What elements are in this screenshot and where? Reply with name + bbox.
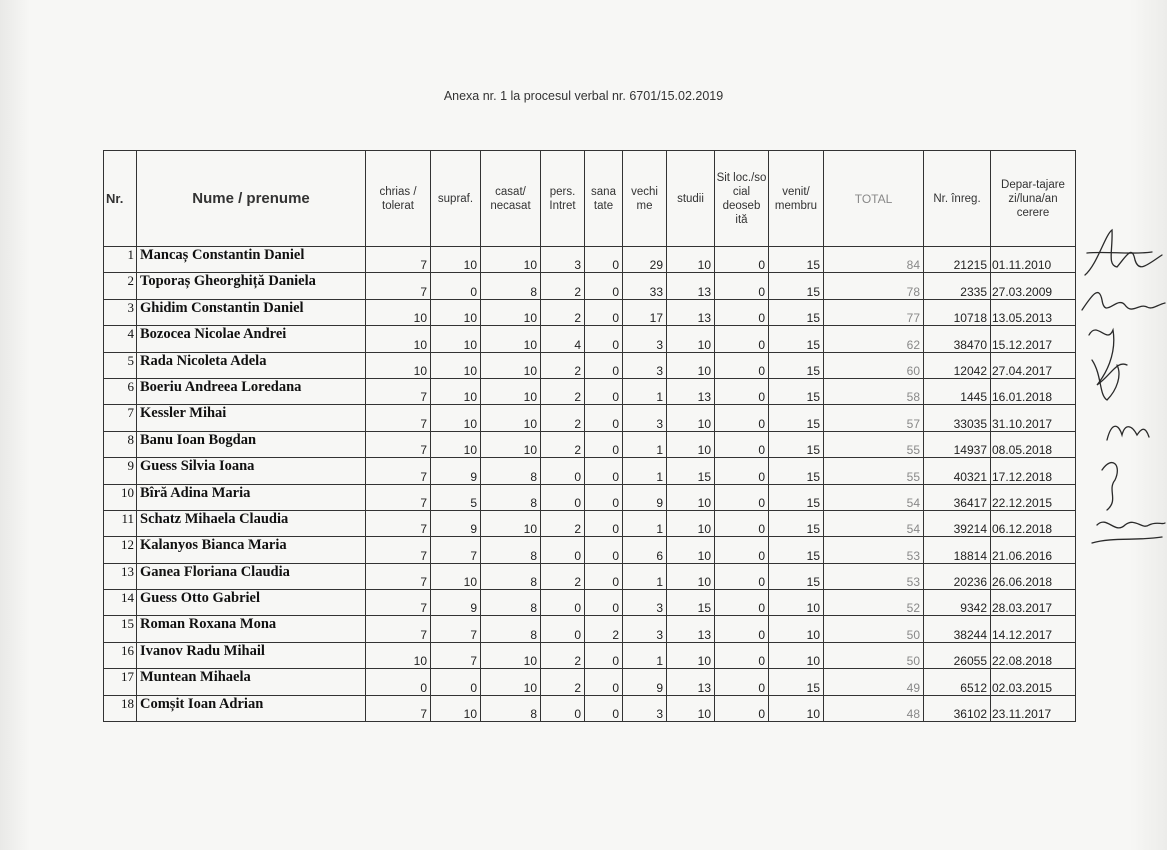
row-c4: 0 (541, 537, 585, 563)
row-c5: 0 (585, 431, 623, 457)
row-total: 55 (824, 458, 924, 484)
row-nr-inreg: 39214 (924, 510, 991, 536)
row-name: Guess Otto Gabriel (137, 590, 366, 616)
row-nr: 6 (104, 378, 137, 404)
row-c6: 17 (623, 299, 667, 325)
row-c5: 0 (585, 510, 623, 536)
row-c5: 0 (585, 563, 623, 589)
row-c8: 0 (715, 405, 769, 431)
row-c1: 7 (366, 537, 431, 563)
row-total: 53 (824, 563, 924, 589)
row-c9: 15 (769, 352, 824, 378)
row-c2: 10 (431, 695, 481, 721)
table-row (104, 405, 1076, 431)
row-c5: 0 (585, 695, 623, 721)
row-c2: 5 (431, 484, 481, 510)
row-c9: 15 (769, 484, 824, 510)
row-c8: 0 (715, 616, 769, 642)
row-nr-inreg: 20236 (924, 563, 991, 589)
row-c1: 7 (366, 378, 431, 404)
row-name: Rada Nicoleta Adela (137, 352, 366, 378)
row-c8: 0 (715, 695, 769, 721)
row-c6: 6 (623, 537, 667, 563)
row-c7: 10 (667, 642, 715, 668)
row-c1: 0 (366, 669, 431, 695)
header-nr-inreg: Nr. înreg. (924, 151, 991, 247)
row-total: 52 (824, 590, 924, 616)
row-name: Muntean Mihaela (137, 669, 366, 695)
row-c4: 2 (541, 642, 585, 668)
row-c6: 1 (623, 563, 667, 589)
row-total: 54 (824, 484, 924, 510)
row-nr-inreg: 38470 (924, 326, 991, 352)
row-nr-inreg: 26055 (924, 642, 991, 668)
row-c2: 9 (431, 590, 481, 616)
row-nr: 2 (104, 273, 137, 299)
row-c6: 1 (623, 510, 667, 536)
row-nr-inreg: 40321 (924, 458, 991, 484)
table-row (104, 273, 1076, 299)
row-c2: 9 (431, 510, 481, 536)
row-date: 27.04.2017 (991, 352, 1076, 378)
row-total: 49 (824, 669, 924, 695)
table-row (104, 352, 1076, 378)
row-c8: 0 (715, 669, 769, 695)
row-total: 58 (824, 378, 924, 404)
row-c8: 0 (715, 590, 769, 616)
row-c7: 10 (667, 537, 715, 563)
table-row (104, 458, 1076, 484)
row-total: 54 (824, 510, 924, 536)
row-c7: 15 (667, 590, 715, 616)
row-c9: 10 (769, 695, 824, 721)
row-nr-inreg: 21215 (924, 247, 991, 273)
row-c7: 10 (667, 247, 715, 273)
row-c7: 10 (667, 352, 715, 378)
row-c3: 8 (481, 458, 541, 484)
row-c2: 10 (431, 352, 481, 378)
row-c5: 0 (585, 405, 623, 431)
row-c1: 10 (366, 352, 431, 378)
row-name: Bozocea Nicolae Andrei (137, 326, 366, 352)
row-c1: 10 (366, 299, 431, 325)
row-total: 57 (824, 405, 924, 431)
row-c7: 13 (667, 273, 715, 299)
header-vechime: vechi me (623, 151, 667, 247)
row-c1: 7 (366, 695, 431, 721)
row-c4: 2 (541, 405, 585, 431)
row-c6: 29 (623, 247, 667, 273)
row-date: 28.03.2017 (991, 590, 1076, 616)
row-name: Toporaș Gheorghiță Daniela (137, 273, 366, 299)
header-row (104, 151, 1076, 247)
row-total: 78 (824, 273, 924, 299)
row-c5: 0 (585, 273, 623, 299)
row-c4: 2 (541, 563, 585, 589)
row-c8: 0 (715, 484, 769, 510)
row-c8: 0 (715, 326, 769, 352)
row-c5: 0 (585, 352, 623, 378)
row-c6: 1 (623, 431, 667, 457)
row-c2: 10 (431, 405, 481, 431)
row-c6: 1 (623, 642, 667, 668)
row-c4: 2 (541, 510, 585, 536)
row-c5: 0 (585, 642, 623, 668)
row-c8: 0 (715, 378, 769, 404)
row-c3: 10 (481, 378, 541, 404)
row-name: Kessler Mihai (137, 405, 366, 431)
row-nr-inreg: 9342 (924, 590, 991, 616)
row-c4: 0 (541, 616, 585, 642)
row-nr-inreg: 36102 (924, 695, 991, 721)
row-c9: 15 (769, 458, 824, 484)
row-c6: 9 (623, 669, 667, 695)
row-date: 21.06.2016 (991, 537, 1076, 563)
row-date: 15.12.2017 (991, 326, 1076, 352)
row-nr: 15 (104, 616, 137, 642)
row-c4: 0 (541, 458, 585, 484)
row-c7: 10 (667, 484, 715, 510)
row-c4: 4 (541, 326, 585, 352)
row-c3: 8 (481, 537, 541, 563)
handwritten-signatures-icon (1077, 225, 1167, 555)
row-date: 08.05.2018 (991, 431, 1076, 457)
header-total: TOTAL (824, 151, 924, 247)
row-name: Banu Ioan Bogdan (137, 431, 366, 457)
row-c2: 7 (431, 537, 481, 563)
table-row (104, 563, 1076, 589)
row-c6: 9 (623, 484, 667, 510)
row-c2: 10 (431, 431, 481, 457)
row-nr: 18 (104, 695, 137, 721)
row-name: Ivanov Radu Mihail (137, 642, 366, 668)
row-nr-inreg: 1445 (924, 378, 991, 404)
row-c4: 2 (541, 299, 585, 325)
row-nr: 14 (104, 590, 137, 616)
row-c3: 10 (481, 247, 541, 273)
row-c2: 10 (431, 563, 481, 589)
row-c1: 7 (366, 405, 431, 431)
row-c7: 10 (667, 510, 715, 536)
header-venit: venit/ membru (769, 151, 824, 247)
row-c8: 0 (715, 273, 769, 299)
row-name: Mancaș Constantin Daniel (137, 247, 366, 273)
row-nr-inreg: 10718 (924, 299, 991, 325)
row-c4: 0 (541, 484, 585, 510)
row-c2: 10 (431, 378, 481, 404)
row-name: Boeriu Andreea Loredana (137, 378, 366, 404)
table-row (104, 510, 1076, 536)
row-name: Kalanyos Bianca Maria (137, 537, 366, 563)
row-c3: 8 (481, 590, 541, 616)
row-name: Comșit Ioan Adrian (137, 695, 366, 721)
row-c6: 3 (623, 326, 667, 352)
row-c5: 0 (585, 669, 623, 695)
row-nr-inreg: 38244 (924, 616, 991, 642)
row-name: Guess Silvia Ioana (137, 458, 366, 484)
row-c6: 3 (623, 590, 667, 616)
table-row (104, 431, 1076, 457)
row-nr: 7 (104, 405, 137, 431)
row-total: 53 (824, 537, 924, 563)
row-c9: 15 (769, 510, 824, 536)
header-departajare: Depar-tajare zi/luna/an cerere (991, 151, 1076, 247)
header-pers: pers. Intret (541, 151, 585, 247)
row-c5: 0 (585, 299, 623, 325)
row-c6: 33 (623, 273, 667, 299)
row-c7: 10 (667, 431, 715, 457)
row-nr-inreg: 36417 (924, 484, 991, 510)
row-c1: 7 (366, 458, 431, 484)
table-row (104, 537, 1076, 563)
row-nr: 8 (104, 431, 137, 457)
row-c3: 10 (481, 299, 541, 325)
row-c3: 8 (481, 563, 541, 589)
header-chirias: chrias / tolerat (366, 151, 431, 247)
row-c1: 7 (366, 247, 431, 273)
row-c8: 0 (715, 563, 769, 589)
row-name: Bîră Adina Maria (137, 484, 366, 510)
table-row (104, 484, 1076, 510)
row-c5: 0 (585, 537, 623, 563)
row-c7: 13 (667, 616, 715, 642)
table-row (104, 378, 1076, 404)
row-c4: 0 (541, 695, 585, 721)
row-nr: 16 (104, 642, 137, 668)
row-c9: 15 (769, 273, 824, 299)
row-date: 26.06.2018 (991, 563, 1076, 589)
row-total: 60 (824, 352, 924, 378)
header-nr: Nr. (104, 151, 137, 247)
row-date: 13.05.2013 (991, 299, 1076, 325)
row-c6: 3 (623, 352, 667, 378)
row-c7: 10 (667, 695, 715, 721)
row-c1: 7 (366, 616, 431, 642)
row-nr-inreg: 33035 (924, 405, 991, 431)
row-c2: 7 (431, 642, 481, 668)
row-c4: 2 (541, 352, 585, 378)
row-c3: 8 (481, 616, 541, 642)
document-title: Anexa nr. 1 la procesul verbal nr. 6701/15.02.2019 (443, 89, 724, 103)
row-date: 31.10.2017 (991, 405, 1076, 431)
header-sanatate: sana tate (585, 151, 623, 247)
table-row (104, 299, 1076, 325)
row-c4: 2 (541, 273, 585, 299)
header-studii: studii (667, 151, 715, 247)
row-c8: 0 (715, 458, 769, 484)
row-nr: 9 (104, 458, 137, 484)
row-c8: 0 (715, 642, 769, 668)
row-c9: 10 (769, 616, 824, 642)
row-date: 27.03.2009 (991, 273, 1076, 299)
row-c6: 3 (623, 616, 667, 642)
row-total: 84 (824, 247, 924, 273)
header-nume: Nume / prenume (137, 151, 366, 247)
row-c1: 7 (366, 563, 431, 589)
row-nr: 1 (104, 247, 137, 273)
row-c9: 15 (769, 405, 824, 431)
row-c2: 9 (431, 458, 481, 484)
row-total: 77 (824, 299, 924, 325)
row-nr: 3 (104, 299, 137, 325)
row-total: 48 (824, 695, 924, 721)
row-c7: 13 (667, 378, 715, 404)
row-c9: 15 (769, 326, 824, 352)
row-c5: 0 (585, 458, 623, 484)
row-nr: 17 (104, 669, 137, 695)
row-c9: 15 (769, 563, 824, 589)
row-name: Ganea Floriana Claudia (137, 563, 366, 589)
row-c5: 0 (585, 378, 623, 404)
table-row (104, 590, 1076, 616)
row-date: 23.11.2017 (991, 695, 1076, 721)
row-c3: 10 (481, 352, 541, 378)
row-c2: 10 (431, 247, 481, 273)
row-c6: 3 (623, 695, 667, 721)
row-c9: 15 (769, 431, 824, 457)
row-nr: 11 (104, 510, 137, 536)
row-date: 22.08.2018 (991, 642, 1076, 668)
row-c1: 7 (366, 510, 431, 536)
row-c2: 0 (431, 273, 481, 299)
row-name: Ghidim Constantin Daniel (137, 299, 366, 325)
ranking-table (103, 150, 1076, 722)
row-date: 22.12.2015 (991, 484, 1076, 510)
row-c8: 0 (715, 352, 769, 378)
row-c5: 2 (585, 616, 623, 642)
row-c5: 0 (585, 326, 623, 352)
row-c3: 8 (481, 484, 541, 510)
row-c8: 0 (715, 431, 769, 457)
row-c9: 10 (769, 642, 824, 668)
row-c3: 10 (481, 669, 541, 695)
row-total: 55 (824, 431, 924, 457)
row-date: 16.01.2018 (991, 378, 1076, 404)
header-sit: Sit loc./so cial deoseb ită (715, 151, 769, 247)
row-name: Roman Roxana Mona (137, 616, 366, 642)
row-c2: 7 (431, 616, 481, 642)
row-c7: 10 (667, 563, 715, 589)
row-c3: 10 (481, 431, 541, 457)
row-c1: 10 (366, 642, 431, 668)
row-total: 62 (824, 326, 924, 352)
row-c1: 10 (366, 326, 431, 352)
row-c2: 0 (431, 669, 481, 695)
header-casat: casat/ necasat (481, 151, 541, 247)
row-c4: 0 (541, 590, 585, 616)
row-c8: 0 (715, 247, 769, 273)
row-c9: 15 (769, 299, 824, 325)
row-nr: 13 (104, 563, 137, 589)
row-c9: 15 (769, 537, 824, 563)
row-c2: 10 (431, 326, 481, 352)
row-c7: 15 (667, 458, 715, 484)
row-c3: 10 (481, 510, 541, 536)
row-date: 14.12.2017 (991, 616, 1076, 642)
row-c1: 7 (366, 431, 431, 457)
row-c9: 15 (769, 378, 824, 404)
row-c7: 10 (667, 405, 715, 431)
table-row (104, 247, 1076, 273)
row-c4: 2 (541, 669, 585, 695)
row-c3: 8 (481, 273, 541, 299)
row-c5: 0 (585, 590, 623, 616)
row-c9: 15 (769, 669, 824, 695)
header-supraf: supraf. (431, 151, 481, 247)
row-c1: 7 (366, 273, 431, 299)
row-nr: 12 (104, 537, 137, 563)
row-c9: 10 (769, 590, 824, 616)
row-date: 01.11.2010 (991, 247, 1076, 273)
row-c1: 7 (366, 590, 431, 616)
row-total: 50 (824, 642, 924, 668)
table-row (104, 669, 1076, 695)
row-c3: 10 (481, 326, 541, 352)
row-c9: 15 (769, 247, 824, 273)
row-c7: 13 (667, 669, 715, 695)
row-c6: 3 (623, 405, 667, 431)
row-c3: 10 (481, 405, 541, 431)
row-name: Schatz Mihaela Claudia (137, 510, 366, 536)
row-date: 17.12.2018 (991, 458, 1076, 484)
table-row (104, 695, 1076, 721)
row-total: 50 (824, 616, 924, 642)
row-c3: 8 (481, 695, 541, 721)
table-row (104, 616, 1076, 642)
row-nr-inreg: 6512 (924, 669, 991, 695)
row-c5: 0 (585, 247, 623, 273)
row-c4: 2 (541, 431, 585, 457)
row-c8: 0 (715, 537, 769, 563)
row-c7: 13 (667, 299, 715, 325)
row-c3: 10 (481, 642, 541, 668)
row-c5: 0 (585, 484, 623, 510)
row-c2: 10 (431, 299, 481, 325)
row-nr: 5 (104, 352, 137, 378)
row-c8: 0 (715, 299, 769, 325)
row-c4: 3 (541, 247, 585, 273)
row-nr-inreg: 12042 (924, 352, 991, 378)
row-nr-inreg: 18814 (924, 537, 991, 563)
row-nr-inreg: 14937 (924, 431, 991, 457)
row-nr: 4 (104, 326, 137, 352)
table-row (104, 642, 1076, 668)
row-nr: 10 (104, 484, 137, 510)
row-c4: 2 (541, 378, 585, 404)
row-c1: 7 (366, 484, 431, 510)
row-c6: 1 (623, 378, 667, 404)
row-date: 06.12.2018 (991, 510, 1076, 536)
row-c6: 1 (623, 458, 667, 484)
row-nr-inreg: 2335 (924, 273, 991, 299)
table-row (104, 326, 1076, 352)
row-c7: 10 (667, 326, 715, 352)
row-c8: 0 (715, 510, 769, 536)
row-date: 02.03.2015 (991, 669, 1076, 695)
